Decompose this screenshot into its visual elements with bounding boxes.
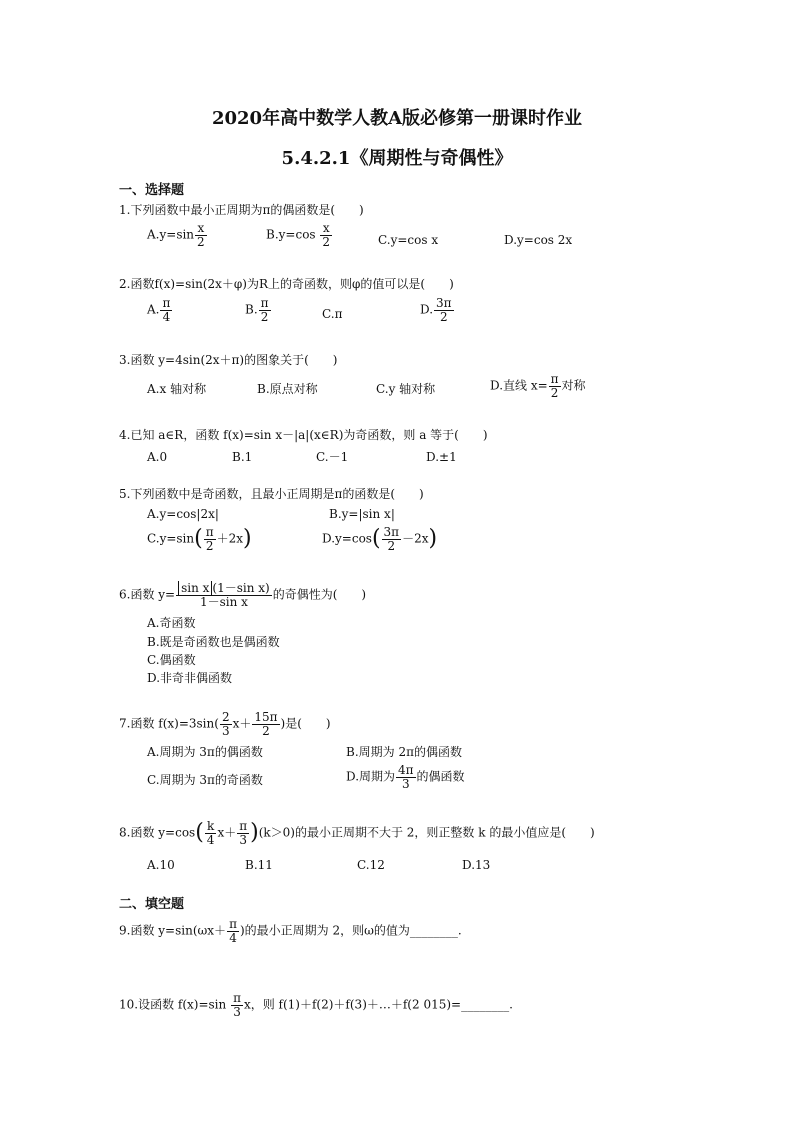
q8-stem: 8.函数 y=cos( $\frac{k}{4}$ x＋ $\frac{\pi}{3}$ )(k＞0)的最小正周期不大于 2，则正整数 k 的最小值应是( ): [119, 819, 595, 847]
q2-option-d: D. $\frac{3\pi}{2}$: [420, 296, 452, 324]
q7-option-d: D.周期为 $\frac{4\pi}{3}$ 的偶函数: [346, 763, 465, 791]
q2-stem: 2.函数f(x)=sin(2x＋φ)为R上的奇函数，则φ的值可以是( ): [119, 277, 454, 291]
q8-option-c: C.12: [357, 858, 385, 872]
q8-option-a: A.10: [147, 858, 175, 872]
q6-stem: 6.函数 y= $\frac{\text{sin x (1－sin x)}}{\text{1－sin x}}$ 的奇偶性为( ): [119, 581, 367, 609]
q3-option-d: D.直线 x= $\frac{\pi}{2}$ 对称: [490, 372, 586, 400]
q2-option-b: B. $\frac{\pi}{2}$: [245, 296, 269, 324]
q1-option-d: D.y=cos 2x: [504, 233, 573, 247]
q4-option-b: B.1: [232, 450, 253, 464]
q3-stem: 3.函数 y=4sin(2x＋π)的图象关于( ): [119, 353, 338, 367]
q8-option-b: B.11: [245, 858, 273, 872]
q3-option-a: A.x 轴对称: [147, 382, 207, 396]
q10-stem: 10.设函数 f(x)=sin $\frac{\pi}{3}$ x，则 f(1)＋f(2)＋f(3)＋…＋f(2 015)=________.: [119, 991, 513, 1019]
q4-option-d: D.±1: [426, 450, 457, 464]
q5-option-b: B.y=|sin x|: [329, 507, 395, 521]
q3-option-b: B.原点对称: [257, 382, 318, 396]
q7-option-a: A.周期为 3π的偶函数: [147, 745, 263, 759]
q6-option-a: A.奇函数: [147, 616, 196, 630]
q6-option-d: D.非奇非偶函数: [147, 671, 233, 685]
page-subtitle: 5.4.2.1《周期性与奇偶性》: [281, 148, 513, 169]
q4-stem: 4.已知 a∈R，函数 f(x)=sin x－|a|(x∈R)为奇函数，则 a 等于( ): [119, 428, 488, 442]
q3-option-c: C.y 轴对称: [376, 382, 436, 396]
page-title: 2020年高中数学人教A版必修第一册课时作业: [211, 108, 583, 129]
section-choice-heading: 一、选择题: [119, 183, 185, 198]
q1-option-b: B.y=cos $\frac{x}{2}$: [266, 221, 331, 249]
q4-option-c: C.－1: [316, 450, 349, 464]
q5-option-c: C.y=sin( $\frac{\pi}{2}$ ＋2x): [147, 525, 252, 553]
q6-option-c: C.偶函数: [147, 653, 196, 667]
q1-stem: 1.下列函数中最小正周期为π的偶函数是( ): [119, 203, 364, 217]
q7-stem: 7.函数 f(x)=3sin( $\frac{2}{3}$ x＋ $\frac{15\pi}{2}$ )是( ): [119, 710, 331, 738]
section-fill-heading: 二、填空题: [119, 897, 185, 912]
q1-option-c: C.y=cos x: [378, 233, 439, 247]
q5-option-a: A.y=cos|2x|: [147, 507, 219, 521]
q7-option-c: C.周期为 3π的奇函数: [147, 773, 263, 787]
q2-option-c: C.π: [322, 307, 343, 321]
q5-option-d: D.y=cos( $\frac{3\pi}{2}$ －2x): [322, 525, 438, 553]
q1-option-a: A.y=sin $\frac{x}{2}$: [147, 221, 205, 249]
q5-stem: 5.下列函数中是奇函数，且最小正周期是π的函数是( ): [119, 487, 424, 501]
q7-option-b: B.周期为 2π的偶函数: [346, 745, 462, 759]
q2-option-a: A. $\frac{\pi}{4}$: [147, 296, 171, 324]
q4-option-a: A.0: [147, 450, 168, 464]
q6-option-b: B.既是奇函数也是偶函数: [147, 635, 280, 649]
q9-stem: 9.函数 y=sin(ωx＋ $\frac{\pi}{4}$ )的最小正周期为 2，则ω的值为________.: [119, 917, 462, 945]
q8-option-d: D.13: [462, 858, 491, 872]
